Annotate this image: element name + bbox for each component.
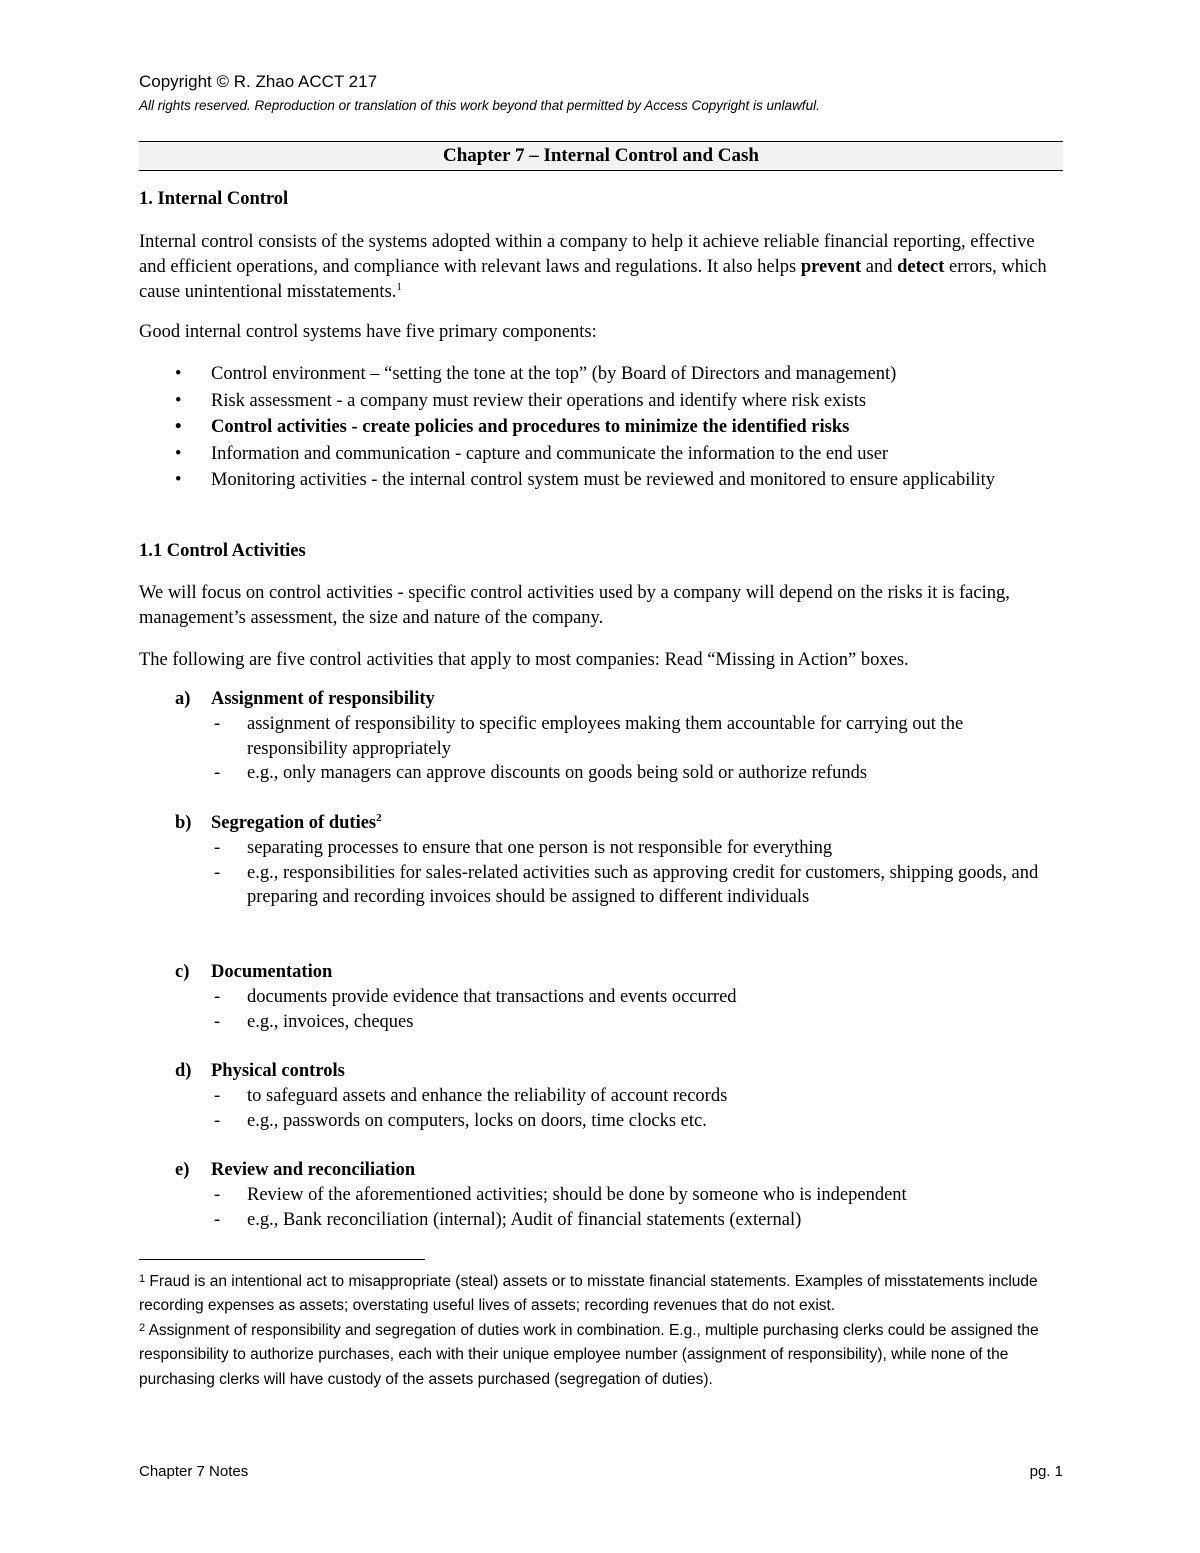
activity-heading [139, 811, 1063, 836]
bold-detect: detect [897, 257, 945, 277]
footer-chapter-label: Chapter 7 Notes [139, 1463, 249, 1480]
activity-title: Assignment of responsibility [211, 689, 435, 709]
dash-bullet: - [214, 713, 221, 734]
footnote-ref-2[interactable]: 2 [376, 812, 382, 824]
component-text: Risk assessment - a company must review their operations and identify where risk exists [211, 390, 867, 411]
internal-control-paragraph [139, 230, 1063, 305]
activity-point: to safeguard assets and enhance the reliability of account records [247, 1085, 728, 1106]
activity-point: separating processes to ensure that one person is not responsible for everything [247, 837, 833, 858]
paragraph-text: Internal control consists of the systems adopted within a company to help it achieve reliable financial reporting, effective and efficient operations, and compliance with relevant laws and regulations. It also helps [139, 232, 1035, 277]
activity-point: e.g., passwords on computers, locks on doors, time clocks etc. [247, 1110, 707, 1131]
activity-point: e.g., only managers can approve discounts on goods being sold or authorize refunds [247, 763, 868, 784]
component-text: Control environment – “setting the tone at the top” (by Board of Directors and management) [211, 364, 897, 384]
activity-letter: b) [175, 813, 192, 833]
dash-bullet: - [214, 862, 221, 883]
activity-letter: a) [175, 689, 191, 709]
activity-title: Physical controls [211, 1061, 345, 1081]
footnote-separator [139, 1259, 425, 1260]
activity-heading [139, 687, 1063, 712]
copyright-line: Copyright © R. Zhao ACCT 217 [139, 72, 378, 91]
list-item [139, 861, 1063, 911]
activity-heading [139, 960, 1063, 985]
footnotes [139, 1270, 1063, 1392]
five-activities-intro: The following are five control activities that apply to most companies: Read “Missing in Action” boxes. [139, 650, 909, 670]
footnote-number: 1 [139, 1273, 146, 1285]
list-item [139, 414, 1063, 441]
section-heading-internal-control: 1. Internal Control [139, 189, 289, 209]
footnote-1 [139, 1270, 1063, 1319]
components-intro: Good internal control systems have five primary components: [139, 322, 597, 342]
activity-point: Review of the aforementioned activities; should be done by someone who is independent [247, 1184, 907, 1205]
list-item [139, 1010, 1063, 1035]
dash-bullet: - [214, 1209, 221, 1230]
list-item [139, 712, 1063, 762]
list-item [139, 985, 1063, 1010]
activity-letter: e) [175, 1160, 190, 1180]
list-item [139, 441, 1063, 468]
list-item [139, 1183, 1063, 1208]
paragraph-text: and [861, 257, 898, 277]
page-number: pg. 1 [1029, 1463, 1063, 1480]
bullet-icon: • [175, 443, 182, 464]
activity-point: e.g., invoices, cheques [247, 1011, 414, 1032]
activity-documentation [139, 960, 1063, 1034]
dash-bullet: - [214, 1085, 221, 1106]
list-item [139, 1208, 1063, 1233]
component-text: Information and communication - capture and communicate the information to the end user [211, 443, 889, 464]
activity-title: Review and reconciliation [211, 1160, 416, 1180]
bullet-icon: • [175, 417, 182, 437]
footnote-number: 2 [139, 1321, 146, 1334]
bullet-icon: • [175, 470, 182, 490]
paragraph-text: errors, which cause unintentional misstatements. [139, 257, 1047, 302]
activity-point: assignment of responsibility to specific employees making them accountable for carrying out the responsibility appropriately [247, 713, 964, 759]
dash-bullet: - [214, 763, 221, 784]
activity-letter: c) [175, 962, 190, 982]
activity-point: e.g., responsibilities for sales-related activities such as approving credit for customers, shipping goods, and preparing and recording invoices should be assigned to different individuals [247, 862, 1039, 908]
activity-title: Segregation of duties [211, 813, 377, 833]
rights-notice: All rights reserved. Reproduction or translation of this work beyond that permitted by Access Copyright is unlawful. [139, 98, 820, 113]
activity-segregation [139, 811, 1063, 910]
list-item [139, 1084, 1063, 1109]
activity-point: e.g., Bank reconciliation (internal); Audit of financial statements (external) [247, 1209, 802, 1230]
bold-prevent: prevent [800, 257, 862, 277]
activity-point: documents provide evidence that transactions and events occurred [247, 986, 737, 1007]
list-item [139, 467, 1063, 494]
activity-heading [139, 1158, 1063, 1183]
section-heading-control-activities: 1.1 Control Activities [139, 541, 306, 561]
list-item [139, 361, 1063, 388]
activity-title: Documentation [211, 962, 333, 982]
chapter-title: Chapter 7 – Internal Control and Cash [139, 141, 1063, 171]
dash-bullet: - [214, 986, 221, 1007]
component-text: Control activities - create policies and procedures to minimize the identified risks [211, 417, 850, 437]
list-item [139, 1109, 1063, 1134]
dash-bullet: - [214, 837, 221, 858]
component-text: Monitoring activities - the internal control system must be reviewed and monitored to ensure applicability [211, 470, 996, 490]
dash-bullet: - [214, 1110, 221, 1131]
list-item [139, 836, 1063, 861]
list-item [139, 761, 1063, 786]
components-list [139, 361, 1063, 494]
footnote-ref-1[interactable]: 1 [396, 281, 402, 293]
bullet-icon: • [175, 390, 182, 411]
dash-bullet: - [214, 1184, 221, 1205]
control-activities-paragraph: We will focus on control activities - specific control activities used by a company will depend on the risks it is facing, management’s assessment, the size and nature of the company. [139, 583, 1010, 628]
activity-heading [139, 1059, 1063, 1084]
activity-assignment [139, 687, 1063, 786]
footnote-2 [139, 1319, 1063, 1392]
list-item [139, 388, 1063, 415]
activity-letter: d) [175, 1061, 192, 1081]
activity-physical-controls [139, 1059, 1063, 1133]
footnote-text: Assignment of responsibility and segregation of duties work in combination. E.g., multiple purchasing clerks could be assigned the responsibility to authorize purchases, each with their unique employee number (assignment of responsibility), while none of the purchasing clerks will have custody of the assets purchased (segregation of duties). [139, 1321, 1039, 1388]
footnote-text: Fraud is an intentional act to misappropriate (steal) assets or to misstate financial statements. Examples of misstatements include recording expenses as assets; overstating useful lives of assets; recording revenues that do not exist. [139, 1273, 1038, 1315]
dash-bullet: - [214, 1011, 221, 1032]
activity-review-reconciliation [139, 1158, 1063, 1232]
bullet-icon: • [175, 364, 182, 384]
